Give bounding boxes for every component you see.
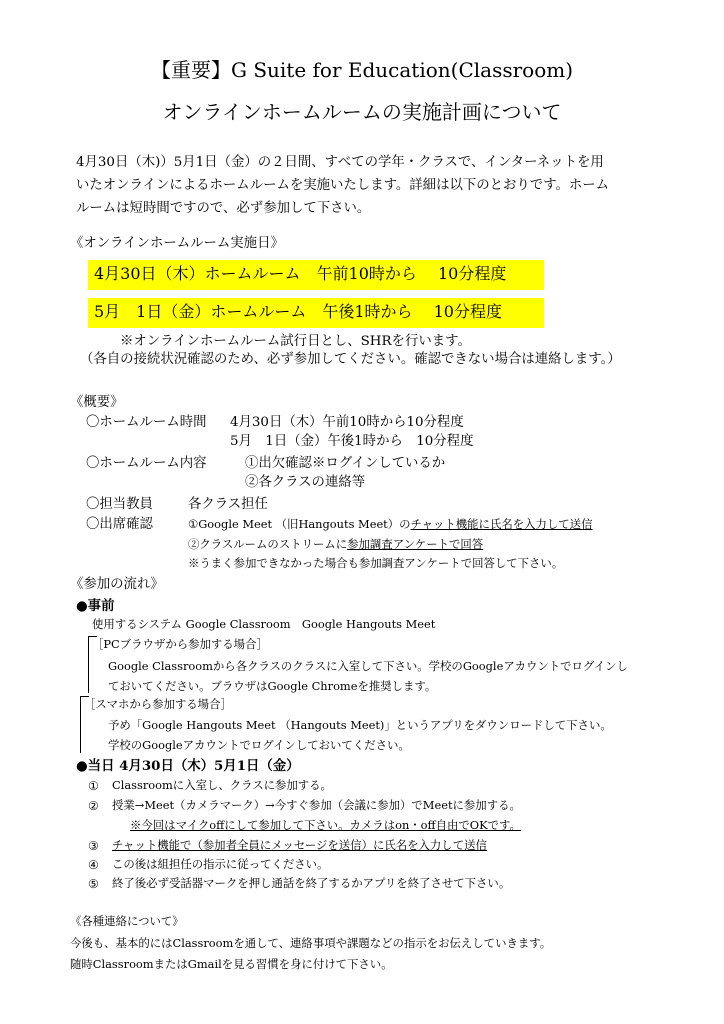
contact-line-1: 今後も、基本的にはClassroomを通して、連絡事項や課題などの指示をお伝えしていきます。 <box>70 936 552 950</box>
schedule-row-2-text: 5月 1日（金）ホームルーム 午後1時から 10分程度 <box>94 302 502 321</box>
intro-line-2: いたオンラインによるホームルームを実施いたします。詳細は以下のとおりです。ホーム <box>76 178 610 193</box>
overview-attend-1 <box>188 518 592 532</box>
schedule-note-1: ※オンラインホームルーム試行日とし、SHRを行います。 <box>120 334 471 349</box>
overview-attend-2-text: ②クラスルームのストリームに <box>188 537 348 551</box>
overview-teacher-value: 各クラス担任 <box>188 497 268 512</box>
step-2-note: ※今回はマイクoffにして参加して下さい。カメラはon・off自由でOKです。 <box>130 818 521 832</box>
flow-sp-line-2: 学校のGoogleアカウントでログインしておいてください。 <box>108 738 410 752</box>
intro-line-3: ルームは短時間ですので、必ず参加して下さい。 <box>76 201 371 216</box>
schedule-row-2 <box>88 298 544 328</box>
step-1-number: ① <box>88 779 99 793</box>
schedule-row-1-text: 4月30日（木）ホームルーム 午前10時から 10分程度 <box>94 264 507 283</box>
contact-line-2: 随時ClassroomまたはGmailを見る習慣を身に付けて下さい。 <box>70 957 393 971</box>
overview-attend-2 <box>188 538 483 552</box>
contact-heading: 《各種連絡について》 <box>70 914 184 928</box>
flow-sp-heading: ［スマホから参加する場合］ <box>84 697 232 711</box>
schedule-row-1 <box>88 260 544 290</box>
schedule-note-2: （各自の接続状況確認のため、必ず参加してください。確認できない場合は連絡します。） <box>80 352 621 367</box>
overview-attend-1-underlined: チャット機能に氏名を入力して送信 <box>410 517 593 531</box>
step-2-text: 授業→Meet（カメラマーク）→今すぐ参加（会議に参加）でMeetに参加する。 <box>112 798 521 812</box>
step-3-text: チャット機能で（参加者全員にメッセージを送信）に氏名を入力して送信 <box>112 838 487 852</box>
document-subtitle: オンラインホームルームの実施計画について <box>162 100 562 124</box>
overview-attend-2-underlined: 参加調査アンケートで回答 <box>347 537 484 551</box>
overview-heading: 《概要》 <box>70 395 124 410</box>
overview-teacher-label: 〇担当教員 <box>86 497 153 512</box>
step-1-text: Classroomに入室し、クラスに参加する。 <box>112 778 332 792</box>
step-4-text: この後は組担任の指示に従ってください。 <box>112 857 329 871</box>
step-4-number: ④ <box>88 858 99 872</box>
overview-content-1: ①出欠確認※ログインしているか <box>245 456 446 471</box>
flow-day-heading: ●当日 4月30日（木）5月1日（金） <box>76 758 300 774</box>
flow-pre-heading: ●事前 <box>76 598 115 614</box>
step-5-text: 終了後必ず受話器マークを押し通話を終了するかアプリを終了させて下さい。 <box>112 876 511 890</box>
overview-attend-1-text: ①Google Meet （旧Hangouts Meet）の <box>188 517 411 531</box>
schedule-heading: 《オンラインホームルーム実施日》 <box>70 236 284 251</box>
document-title: 【重要】G Suite for Education(Classroom) <box>150 58 574 82</box>
flow-pc-heading: ［PCブラウザから参加する場合］ <box>92 637 268 651</box>
intro-line-1: 4月30日（木)）5月1日（金）の２日間、すべての学年・クラスで、インターネットを用 <box>76 155 604 170</box>
overview-attend-3: ※うまく参加できなかった場合も参加調査アンケートで回答して下さい。 <box>188 556 564 570</box>
step-2-number: ② <box>88 799 99 813</box>
overview-time-2: 5月 1日（金）午後1時から 10分程度 <box>230 434 474 449</box>
step-3-number: ③ <box>88 839 99 853</box>
flow-pc-line-2: ておいてください。ブラウザはGoogle Chromeを推奨します。 <box>108 679 437 693</box>
overview-content-label: 〇ホームルーム内容 <box>86 456 207 471</box>
step-5-number: ⑤ <box>88 877 99 891</box>
flow-pc-line-1: Google Classroomから各クラスのクラスに入室して下さい。学校のGoogleアカウントでログインし <box>108 659 628 673</box>
overview-attend-label: 〇出席確認 <box>86 517 153 532</box>
overview-time-label: 〇ホームルーム時間 <box>86 415 207 430</box>
flow-sp-line-1: 予め「Google Hangouts Meet （Hangouts Meet)」というアプリをダウンロードして下さい。 <box>108 718 612 732</box>
flow-heading: 《参加の流れ》 <box>70 577 164 592</box>
flow-system: 使用するシステム Google Classroom Google Hangouts Meet <box>92 617 436 631</box>
overview-content-2: ②各クラスの連絡等 <box>245 475 366 490</box>
overview-time-1: 4月30日（木）午前10時から10分程度 <box>230 415 464 430</box>
